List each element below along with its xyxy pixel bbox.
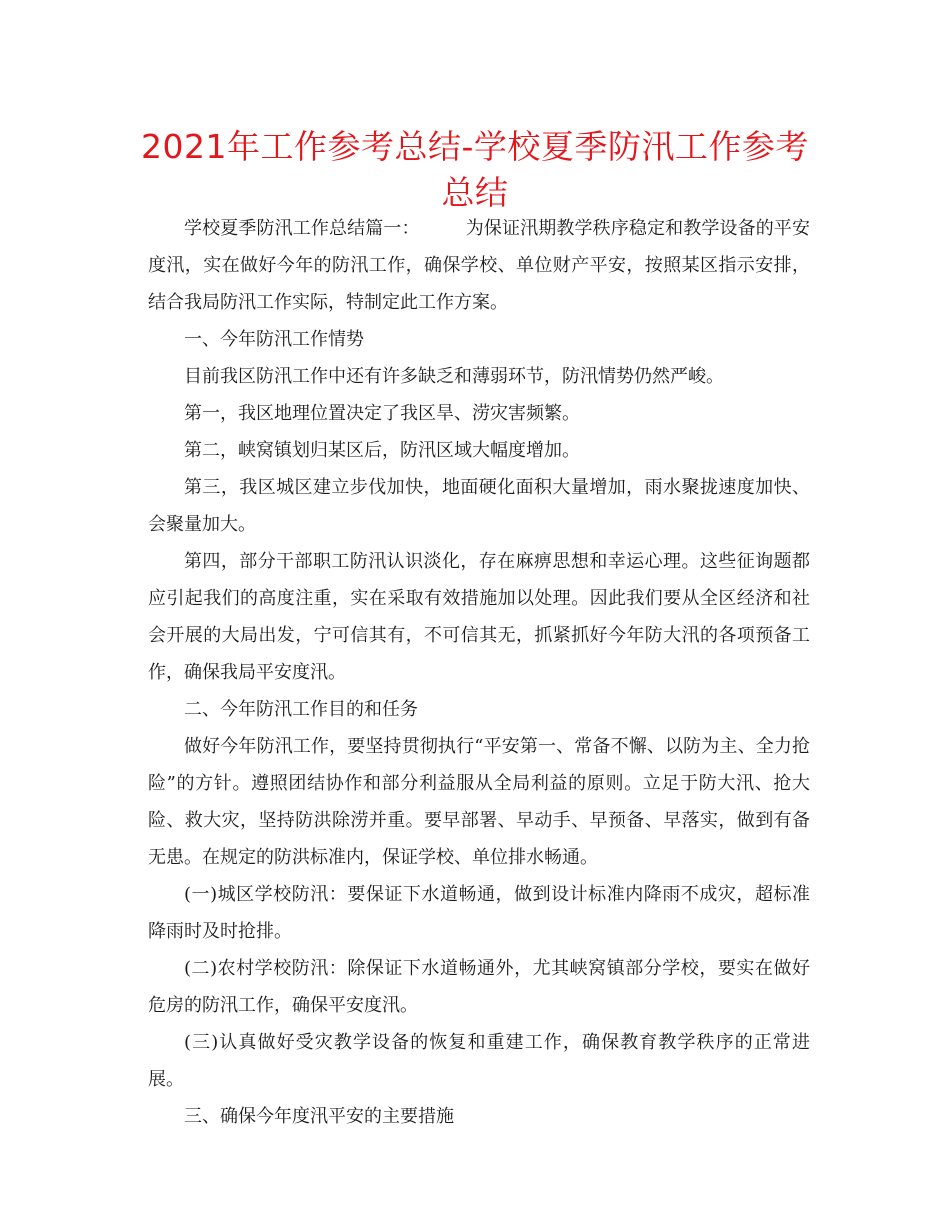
- body-paragraph: 第一，我区地理位置决定了我区旱、涝灾害频繁。: [184, 403, 580, 424]
- section-heading-3: 三、确保今年度汛平安的主要措施: [184, 1106, 454, 1127]
- body-paragraph: 第三，我区城区建立步伐加快，地面硬化面积大量增加，雨水聚拢速度加快、会聚量加大。: [148, 477, 810, 535]
- intro-label: 学校夏季防汛工作总结篇一：: [184, 218, 420, 239]
- body-paragraph: 做好今年防汛工作，要坚持贯彻执行“平安第一、常备不懈、以防为主、全力抢险”的方针。遵照团结协作和部分利益服从全局利益的原则。立足于防大汛、抢大险、救大灾，坚持防洪除涝并重。要早部署、早动手、早预备、早落实，做到有备无患。在规定的防洪标准内，保证学校、单位排水畅通。: [148, 736, 810, 868]
- body-paragraph: 第二，峡窝镇划归某区后，防汛区域大幅度增加。: [184, 440, 580, 461]
- intro-text: 为保证汛期教学秩序稳定和教学设备的平安度汛，实在做好今年的防汛工作，确保学校、单位财产平安，按照某区指示安排，结合我局防汛工作实际，特制定此工作方案。: [148, 218, 810, 313]
- list-item: (三)认真做好受灾教学设备的恢复和重建工作，确保教育教学秩序的正常进展。: [148, 1032, 810, 1090]
- body-paragraph: 目前我区防汛工作中还有许多缺乏和薄弱环节，防汛情势仍然严峻。: [184, 366, 724, 387]
- list-item: (二)农村学校防汛：除保证下水道畅通外，尤其峡窝镇部分学校，要实在做好危房的防汛工作，确保平安度汛。: [148, 958, 810, 1016]
- list-item: (一)城区学校防汛：要保证下水道畅通，做到设计标准内降雨不成灾，超标准降雨时及时抢排。: [148, 884, 810, 942]
- document-body: [148, 210, 810, 1135]
- intro-paragraph: [148, 210, 810, 321]
- section-heading-1: 一、今年防汛工作情势: [184, 329, 364, 350]
- document-title: 2021年工作参考总结-学校夏季防汛工作参考总结: [141, 127, 809, 212]
- body-paragraph: 第四，部分干部职工防汛认识淡化，存在麻痹思想和幸运心理。这些征询题都应引起我们的高度注重，实在采取有效措施加以处理。因此我们要从全区经济和社会开展的大局出发，宁可信其有，不可信其无，抓紧抓好今年防大汛的各项预备工作，确保我局平安度汛。: [148, 551, 810, 683]
- section-heading-2: 二、今年防汛工作目的和任务: [184, 699, 418, 720]
